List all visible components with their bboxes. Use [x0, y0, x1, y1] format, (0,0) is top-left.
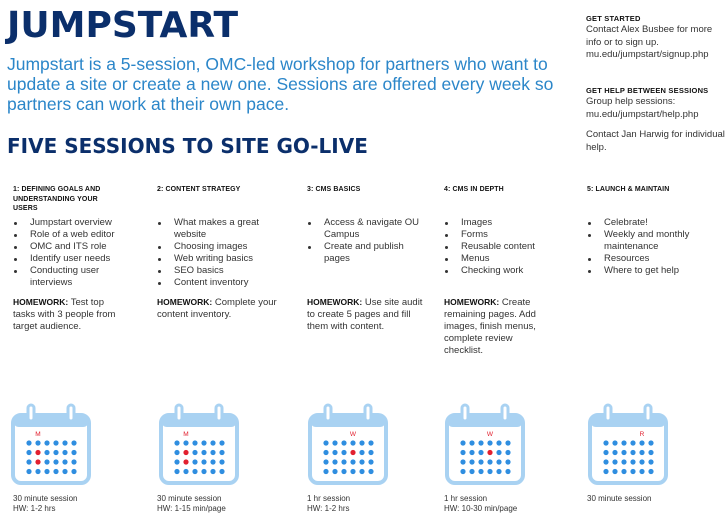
session-topics: [307, 217, 427, 265]
calendar-day-dot: [505, 450, 510, 455]
list-item: Images: [444, 217, 564, 229]
homework-label: HOMEWORK:: [157, 297, 213, 307]
calendar-day-dot: [174, 440, 179, 445]
calendar-band: [447, 415, 523, 427]
calendar-day-dot: [201, 450, 206, 455]
calendar-icon: [443, 403, 527, 489]
calendar-day-dot: [469, 440, 474, 445]
calendar-day-dot: [359, 440, 364, 445]
calendar-day-dot: [359, 450, 364, 455]
calendar-day-dot: [648, 450, 653, 455]
calendar-day-dot: [53, 450, 58, 455]
calendar-day-dot: [639, 440, 644, 445]
list-item: Create and publish pages: [307, 241, 427, 265]
list-item: Jumpstart overview: [13, 217, 138, 229]
homework-label: HOMEWORK:: [444, 297, 500, 307]
calendar-day-dot: [496, 459, 501, 464]
calendar-day-dot: [341, 469, 346, 474]
homework: [307, 296, 425, 333]
calendar-band: [13, 415, 89, 427]
calendar-day-dot: [71, 469, 76, 474]
calendar-day-dot: [505, 440, 510, 445]
calendar-ring: [68, 405, 74, 421]
calendar-day-dot: [648, 459, 653, 464]
calendar-day-dot: [469, 459, 474, 464]
calendar-day-dot: [368, 469, 373, 474]
session-heading: 4: CMS IN DEPTH: [444, 186, 504, 193]
calendar-day-dot: [621, 450, 626, 455]
page-title: JUMPSTART: [7, 5, 239, 46]
calendar-band: [161, 415, 237, 427]
calendar-day-dot: [174, 469, 179, 474]
calendar-day-dot: [323, 459, 328, 464]
calendar-day-dot: [460, 440, 465, 445]
get-started-panel: [586, 14, 726, 62]
calendar-day-dot: [505, 459, 510, 464]
calendar-day-dot: [53, 459, 58, 464]
session-topics: [587, 217, 717, 277]
homework-label: HOMEWORK:: [13, 297, 69, 307]
calendar-marked-day: [183, 450, 188, 455]
calendar-day-dot: [469, 469, 474, 474]
calendar-day-dot: [341, 440, 346, 445]
calendar-band: [310, 415, 386, 427]
calendar-day-dot: [192, 469, 197, 474]
calendar-day-dot: [469, 450, 474, 455]
caption-duration: 30 minute session: [587, 494, 652, 503]
calendar-ring: [28, 405, 34, 421]
calendar-marked-day: [183, 459, 188, 464]
session-heading: 2: CONTENT STRATEGY: [157, 186, 241, 193]
calendar-day-dot: [323, 450, 328, 455]
calendar-day-dot: [174, 450, 179, 455]
calendar-day-dot: [71, 450, 76, 455]
session-1: [13, 185, 131, 332]
calendar-day-dot: [368, 440, 373, 445]
caption-duration: 1 hr session: [307, 494, 351, 503]
calendar-day-dot: [612, 459, 617, 464]
calendar-day-dot: [648, 469, 653, 474]
calendar-day-dot: [487, 459, 492, 464]
calendar-day-dot: [639, 450, 644, 455]
calendar-day-dot: [612, 440, 617, 445]
homework-label: HOMEWORK:: [307, 297, 363, 307]
calendar-ring: [176, 405, 182, 421]
calendar-day-dot: [44, 450, 49, 455]
signup-link[interactable]: mu.edu/jumpstart/signup.php: [586, 49, 709, 60]
caption-homework: HW: 1-15 min/page: [157, 504, 226, 513]
calendar-day-dot: [183, 440, 188, 445]
list-item: Checking work: [444, 265, 564, 277]
calendar-day-dot: [621, 440, 626, 445]
calendar-day-dot: [621, 459, 626, 464]
calendar-day-dot: [496, 440, 501, 445]
calendar-day-dot: [35, 440, 40, 445]
calendar-day-letter: W: [486, 431, 494, 438]
calendar-day-dot: [460, 469, 465, 474]
calendar-day-dot: [323, 440, 328, 445]
list-item: Forms: [444, 229, 564, 241]
list-item: Resources: [587, 253, 717, 265]
get-started-heading: GET STARTED: [586, 14, 641, 23]
calendar-day-dot: [350, 459, 355, 464]
calendar-day-dot: [332, 469, 337, 474]
contact-text: Contact Jan Harwig for individual help.: [586, 129, 725, 153]
calendar-day-dot: [53, 469, 58, 474]
calendar-day-dot: [505, 469, 510, 474]
list-item: Where to get help: [587, 265, 717, 277]
caption-duration: 30 minute session: [13, 494, 78, 503]
list-item: Choosing images: [157, 241, 275, 253]
calendar-day-dot: [210, 469, 215, 474]
calendar-day-dot: [612, 450, 617, 455]
calendar-day-dot: [71, 459, 76, 464]
calendar-day-dot: [201, 440, 206, 445]
calendar-day-dot: [44, 440, 49, 445]
list-item: Web writing basics: [157, 253, 275, 265]
session-topics: [157, 217, 275, 289]
list-item: Access & navigate OU Campus: [307, 217, 427, 241]
calendar-day-dot: [359, 459, 364, 464]
caption-homework: HW: 10-30 min/page: [444, 504, 518, 513]
calendar-day-dot: [26, 450, 31, 455]
calendar-day-dot: [478, 440, 483, 445]
session-4-caption: [444, 494, 517, 514]
session-3-caption: [307, 494, 350, 514]
help-text: Group help sessions:: [586, 96, 676, 107]
session-5: [587, 185, 722, 276]
session-5-caption: [587, 494, 651, 504]
session-topics: [13, 217, 138, 289]
calendar-day-dot: [478, 450, 483, 455]
session-2: [157, 185, 285, 320]
caption-duration: 30 minute session: [157, 494, 222, 503]
homework-text: Complete your content inventory.: [157, 297, 277, 320]
calendar-day-dot: [630, 469, 635, 474]
calendar-day-dot: [460, 450, 465, 455]
intro-text: Jumpstart is a 5-session, OMC-led workshop for partners who want to update a site or create a new one. Sessions are offered every week so partners can work at their own pace.: [7, 54, 554, 114]
list-item: Weekly and monthly maintenance: [587, 229, 717, 253]
calendar-day-dot: [332, 450, 337, 455]
calendar-icon: [157, 403, 241, 489]
calendar-icon: [306, 403, 390, 489]
calendar-day-dot: [192, 440, 197, 445]
calendar-day-dot: [192, 459, 197, 464]
calendar-day-dot: [210, 459, 215, 464]
calendar-day-dot: [487, 469, 492, 474]
list-item: SEO basics: [157, 265, 275, 277]
homework-text: Create remaining pages. Add images, finish menus, complete review checklist.: [444, 297, 536, 356]
calendar-day-dot: [639, 459, 644, 464]
calendar-day-dot: [71, 440, 76, 445]
calendar-day-dot: [62, 440, 67, 445]
calendar-day-dot: [192, 450, 197, 455]
calendar-day-dot: [62, 450, 67, 455]
calendar-day-dot: [603, 459, 608, 464]
calendar-day-dot: [478, 469, 483, 474]
calendar-day-dot: [26, 459, 31, 464]
homework-text: Use site audit to create 5 pages and fill them with content.: [307, 297, 423, 332]
caption-homework: HW: 1-2 hrs: [13, 504, 56, 513]
session-2-caption: [157, 494, 226, 514]
calendar-icon: [586, 403, 670, 489]
calendar-ring: [365, 405, 371, 421]
calendar-day-dot: [210, 440, 215, 445]
calendar-day-dot: [621, 469, 626, 474]
calendar-ring: [645, 405, 651, 421]
calendar-day-dot: [350, 440, 355, 445]
list-item: Conducting user interviews: [13, 265, 138, 289]
calendar-band: [590, 415, 666, 427]
help-heading: GET HELP BETWEEN SESSIONS: [586, 86, 709, 95]
calendar-day-dot: [368, 459, 373, 464]
calendar-day-dot: [350, 469, 355, 474]
calendar-day-dot: [603, 440, 608, 445]
calendar-day-letter: M: [35, 431, 41, 438]
calendar-day-dot: [478, 459, 483, 464]
calendar-day-dot: [496, 450, 501, 455]
calendar-day-dot: [341, 459, 346, 464]
calendar-day-dot: [219, 469, 224, 474]
session-heading: 1: DEFINING GOALS AND UNDERSTANDING YOUR USERS: [13, 186, 101, 212]
calendar-day-dot: [630, 459, 635, 464]
calendar-day-dot: [26, 469, 31, 474]
homework-text: Test top tasks with 3 people from target audience.: [13, 297, 116, 332]
list-item: What makes a great website: [157, 217, 275, 241]
calendar-day-dot: [332, 459, 337, 464]
session-1-caption: [13, 494, 77, 514]
homework: [444, 296, 544, 357]
calendar-marked-day: [350, 450, 355, 455]
calendar-day-dot: [639, 469, 644, 474]
calendar-day-dot: [219, 440, 224, 445]
calendar-day-dot: [44, 459, 49, 464]
calendar-day-dot: [201, 459, 206, 464]
calendar-day-dot: [183, 469, 188, 474]
calendar-day-dot: [201, 469, 206, 474]
get-started-text: Contact Alex Busbee for more info or to sign up.: [586, 24, 713, 48]
calendar-day-dot: [62, 469, 67, 474]
calendar-day-dot: [630, 450, 635, 455]
homework: [13, 296, 128, 333]
calendar-day-dot: [219, 450, 224, 455]
calendar-marked-day: [35, 450, 40, 455]
list-item: Content inventory: [157, 277, 275, 289]
session-heading: 5: LAUNCH & MAINTAIN: [587, 186, 670, 193]
caption-homework: HW: 1-2 hrs: [307, 504, 350, 513]
calendar-day-dot: [487, 440, 492, 445]
calendar-day-dot: [359, 469, 364, 474]
calendar-day-dot: [35, 469, 40, 474]
calendar-day-dot: [332, 440, 337, 445]
help-panel: [586, 86, 726, 154]
homework: [157, 296, 282, 321]
help-link[interactable]: mu.edu/jumpstart/help.php: [586, 108, 699, 120]
calendar-ring: [502, 405, 508, 421]
calendar-ring: [462, 405, 468, 421]
calendar-day-letter: W: [349, 431, 357, 438]
calendar-day-letter: R: [639, 431, 645, 438]
calendar-ring: [216, 405, 222, 421]
calendar-day-dot: [323, 469, 328, 474]
calendar-day-dot: [612, 469, 617, 474]
calendar-day-dot: [53, 440, 58, 445]
calendar-day-dot: [368, 450, 373, 455]
calendar-day-dot: [219, 459, 224, 464]
calendar-day-dot: [630, 440, 635, 445]
section-title: FIVE SESSIONS TO SITE GO-LIVE: [7, 134, 368, 158]
list-item: Menus: [444, 253, 564, 265]
calendar-day-dot: [26, 440, 31, 445]
calendar-day-letter: M: [183, 431, 189, 438]
calendar-ring: [605, 405, 611, 421]
calendar-day-dot: [44, 469, 49, 474]
calendar-marked-day: [487, 450, 492, 455]
session-topics: [444, 217, 564, 277]
session-4: [444, 185, 572, 356]
calendar-day-dot: [648, 440, 653, 445]
session-3: [307, 185, 435, 332]
calendar-day-dot: [210, 450, 215, 455]
calendar-marked-day: [35, 459, 40, 464]
list-item: Identify user needs: [13, 253, 138, 265]
calendar-day-dot: [174, 459, 179, 464]
calendar-day-dot: [341, 450, 346, 455]
list-item: Celebrate!: [587, 217, 717, 229]
list-item: Reusable content: [444, 241, 564, 253]
list-item: Role of a web editor: [13, 229, 138, 241]
calendar-ring: [325, 405, 331, 421]
calendar-day-dot: [496, 469, 501, 474]
session-heading: 3: CMS BASICS: [307, 186, 361, 193]
calendar-icon: [9, 403, 93, 489]
caption-duration: 1 hr session: [444, 494, 488, 503]
calendar-day-dot: [603, 469, 608, 474]
calendar-day-dot: [460, 459, 465, 464]
calendar-day-dot: [603, 450, 608, 455]
list-item: OMC and ITS role: [13, 241, 138, 253]
calendar-day-dot: [62, 459, 67, 464]
